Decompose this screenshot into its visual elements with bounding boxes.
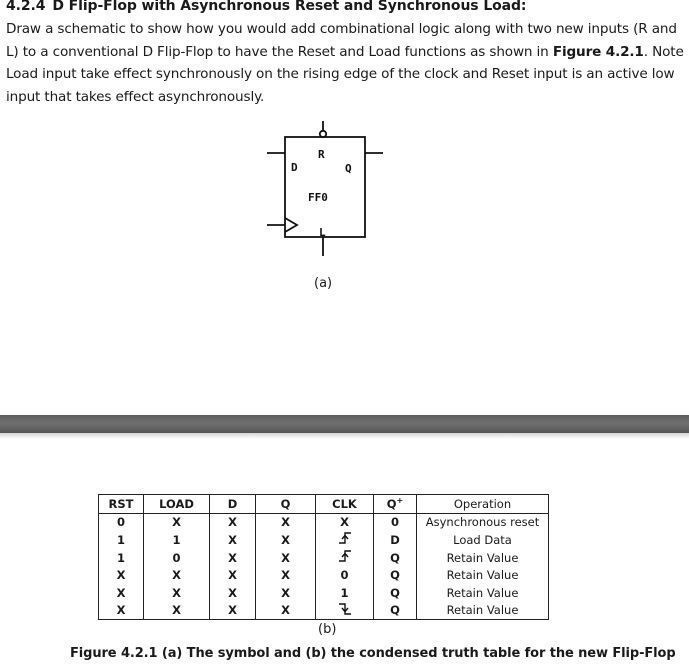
header-q: Q bbox=[256, 495, 316, 514]
section-heading bbox=[6, 0, 526, 14]
reset-input-label: R bbox=[318, 148, 325, 161]
truth-table bbox=[98, 494, 549, 620]
d-input-label: D bbox=[291, 161, 298, 174]
cell-rst: 1 bbox=[99, 531, 144, 549]
table-row bbox=[99, 602, 549, 620]
cell-q: X bbox=[256, 531, 316, 549]
header-rst: RST bbox=[99, 495, 144, 514]
cell-clk bbox=[316, 549, 374, 567]
clock-triangle-icon bbox=[285, 218, 297, 232]
cell-clk bbox=[316, 602, 374, 620]
figure-reference: Figure 4.2.1 bbox=[552, 43, 644, 60]
cell-operation: Retain Value bbox=[417, 566, 549, 584]
cell-load: X bbox=[144, 584, 210, 602]
header-q-next: Q+ bbox=[374, 495, 417, 514]
cell-d: X bbox=[210, 566, 256, 584]
cell-q: X bbox=[256, 566, 316, 584]
cell-operation: Retain Value bbox=[417, 584, 549, 602]
cell-d: X bbox=[210, 549, 256, 567]
cell-q-next: Q bbox=[374, 602, 417, 620]
cell-operation: Retain Value bbox=[417, 602, 549, 620]
cell-d: X bbox=[210, 513, 256, 531]
falling-edge-icon bbox=[338, 605, 352, 619]
header-clk: CLK bbox=[316, 495, 374, 514]
section-title: D Flip-Flop with Asynchronous Reset and Synchronous Load: bbox=[52, 0, 527, 14]
cell-q-next: D bbox=[374, 531, 417, 549]
header-load: LOAD bbox=[144, 495, 210, 514]
table-row bbox=[99, 566, 549, 584]
cell-load: X bbox=[144, 602, 210, 620]
divider-band bbox=[0, 415, 689, 433]
header-operation: Operation bbox=[417, 495, 549, 514]
flip-flop-name: FF0 bbox=[308, 191, 328, 204]
cell-operation: Load Data bbox=[417, 531, 549, 549]
cell-clk bbox=[316, 531, 374, 549]
flip-flop-body bbox=[285, 137, 365, 237]
cell-load: X bbox=[144, 513, 210, 531]
cell-q-next: Q bbox=[374, 584, 417, 602]
flip-flop-symbol bbox=[255, 115, 395, 265]
cell-operation: Retain Value bbox=[417, 549, 549, 567]
cell-rst: X bbox=[99, 602, 144, 620]
cell-clk: X bbox=[316, 513, 374, 531]
cell-d: X bbox=[210, 584, 256, 602]
cell-rst: X bbox=[99, 566, 144, 584]
load-input-label: L bbox=[319, 226, 326, 239]
statement-text-2: . Note Load input take effect synchronously on the rising edge of the clock and Reset input is an active low input that takes effect asynchronously. bbox=[6, 43, 684, 105]
rising-edge-icon bbox=[338, 534, 352, 548]
cell-rst: X bbox=[99, 584, 144, 602]
table-row bbox=[99, 584, 549, 602]
q-output-label: Q bbox=[345, 162, 352, 175]
cell-operation: Asynchronous reset bbox=[417, 513, 549, 531]
cell-d: X bbox=[210, 602, 256, 620]
cell-q: X bbox=[256, 549, 316, 567]
cell-load: 1 bbox=[144, 531, 210, 549]
cell-load: 0 bbox=[144, 549, 210, 567]
cell-q-next: Q bbox=[374, 566, 417, 584]
cell-clk: 1 bbox=[316, 584, 374, 602]
header-d: D bbox=[210, 495, 256, 514]
figure-caption: Figure 4.2.1 (a) The symbol and (b) the condensed truth table for the new Flip-Flop bbox=[70, 646, 676, 661]
symbol-caption: (a) bbox=[314, 276, 333, 291]
table-row bbox=[99, 513, 549, 531]
rising-edge-icon bbox=[338, 552, 352, 566]
cell-d: X bbox=[210, 531, 256, 549]
divider-shadow bbox=[0, 433, 689, 439]
cell-q-next: Q bbox=[374, 549, 417, 567]
problem-statement bbox=[6, 18, 686, 108]
cell-rst: 0 bbox=[99, 513, 144, 531]
section-number: 4.2.4 bbox=[6, 0, 46, 14]
table-caption: (b) bbox=[318, 622, 337, 637]
table-row bbox=[99, 531, 549, 549]
cell-rst: 1 bbox=[99, 549, 144, 567]
truth-table-header bbox=[99, 495, 549, 514]
cell-q-next: 0 bbox=[374, 513, 417, 531]
cell-q: X bbox=[256, 513, 316, 531]
truth-table-body bbox=[99, 513, 549, 620]
cell-load: X bbox=[144, 566, 210, 584]
table-row bbox=[99, 549, 549, 567]
cell-q: X bbox=[256, 584, 316, 602]
cell-q: X bbox=[256, 602, 316, 620]
cell-clk: 0 bbox=[316, 566, 374, 584]
statement-text-1: Draw a schematic to show how you would add combinational logic along with two new inputs (R and L) to a conventional D Flip-Flop to have the Reset and Load functions as shown in bbox=[6, 21, 677, 60]
